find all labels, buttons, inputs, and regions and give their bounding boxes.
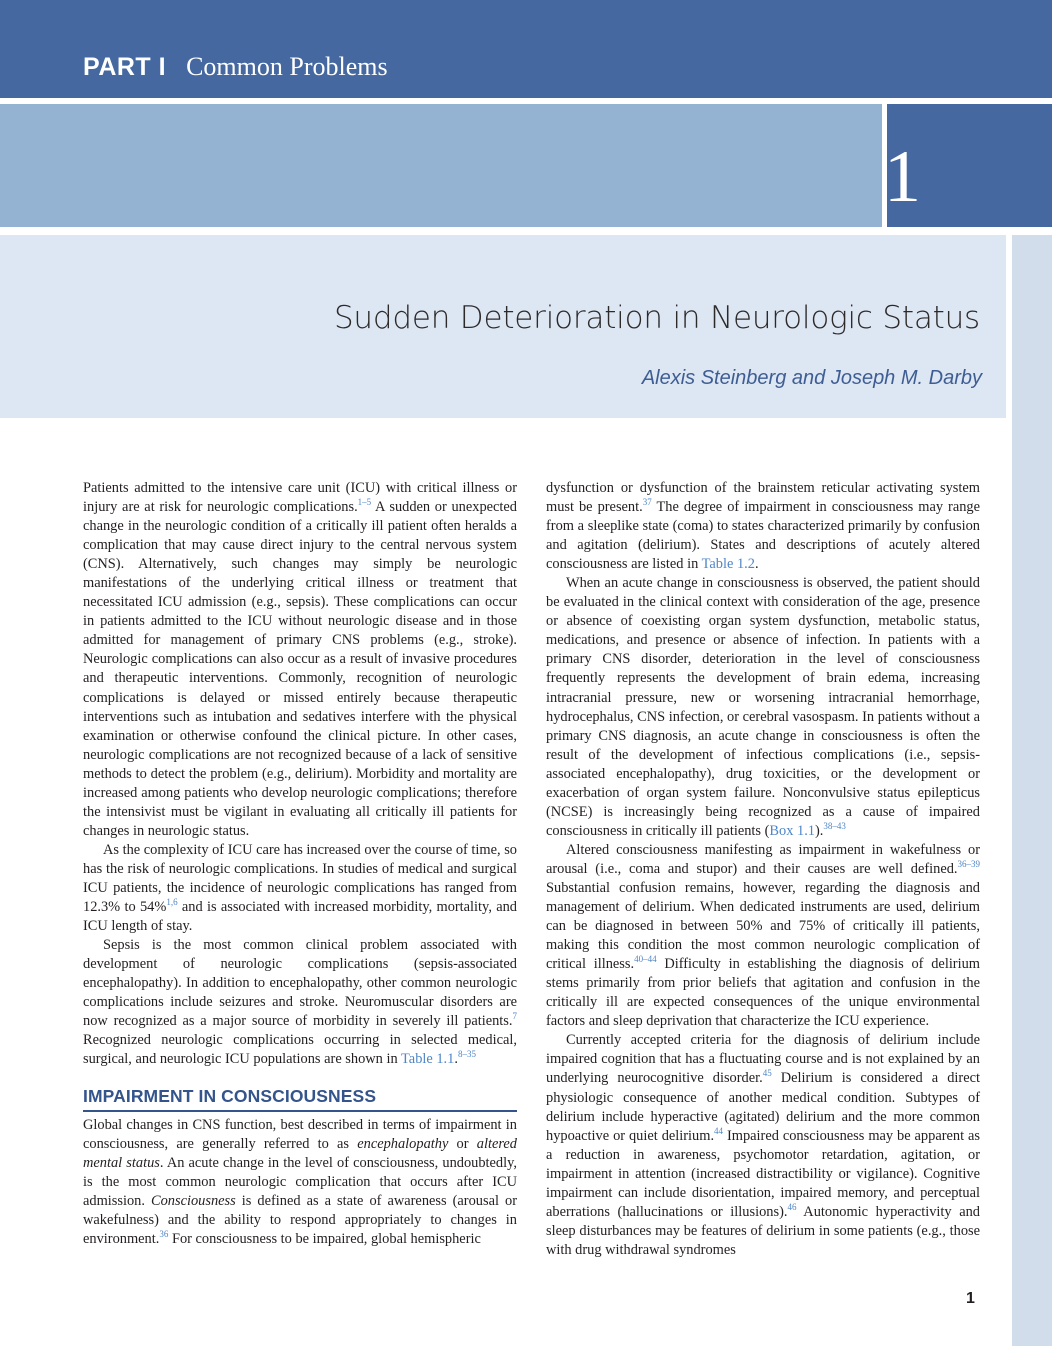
italic-term: Consciousness xyxy=(151,1192,236,1209)
cross-reference-link[interactable]: Table 1.1 xyxy=(401,1051,455,1068)
chapter-title: Sudden Deterioration in Neurologic Status xyxy=(333,300,980,336)
page-number: 1 xyxy=(966,1290,975,1307)
chapter-band xyxy=(0,104,882,227)
citation-reference[interactable]: 44 xyxy=(714,1125,724,1136)
citation-reference[interactable]: 1,6 xyxy=(166,897,178,908)
paragraph: dysfunction or dysfunction of the brainstem reticular activating system must be present.$^{37}$ The degree of impairment in consciousness may range from a sleeplike state (coma) to states characterized primarily by confusion and agitation (delirium). States and descriptions of acutely altered consciousness are listed in Table 1.2. xyxy=(546,480,981,573)
italic-term: altered mental status xyxy=(83,1135,517,1171)
part-header xyxy=(83,52,388,82)
chapter-authors: Alexis Steinberg and Joseph M. Darby xyxy=(641,367,982,389)
citation-reference[interactable]: 8–35 xyxy=(457,1049,476,1060)
citation-reference[interactable]: 36 xyxy=(159,1228,169,1239)
paragraph: Altered consciousness manifesting as impairment in wakefulness or arousal (i.e., coma and stupor) and their causes are well defined.$^{36-39}$ Substantial confusion remains, however, regarding the diagnosis and management of delirium. When dedicated instruments are used, delirium can be diagnosed in between 50% and 75% of critically ill patients, making this condition the most common neurologic complication of critical illness.$^{40-44}$ Difficulty in establishing the diagnosis of delirium stems primarily from prior beliefs that agitation and confusion in the critically ill are expected consequences of the unique environmental factors and sleep deprivation that characterize the ICU experience. xyxy=(546,841,980,1030)
cross-reference-link[interactable]: Box 1.1 xyxy=(769,822,815,839)
cross-reference-link[interactable]: Table 1.2 xyxy=(701,556,755,573)
chapter-number: 1 xyxy=(884,136,921,218)
part-header-band xyxy=(0,0,1052,98)
part-title: Common Problems xyxy=(186,52,388,81)
citation-reference[interactable]: 1–5 xyxy=(357,497,372,508)
citation-reference[interactable]: 46 xyxy=(787,1201,797,1212)
paragraph: Global changes in CNS function, best described in terms of impairment in consciousness, are generally referred to as encephalopathy or altered mental status. An acute change in the level of consciousness, undoubtedly, is the most common neurologic complication that occurs after ICU admission. Consciousness is defined as a state of awareness (arousal or wakefulness) and the ability to respond appropriately to changes in environment.$^{36}$ For consciousness to be impaired, global hemispheric xyxy=(83,1116,517,1247)
citation-reference[interactable]: 37 xyxy=(642,497,652,508)
paragraph: Sepsis is the most common clinical problem associated with development of neurologic complications (sepsis-associated encephalopathy). In addition to encephalopathy, other common neurologic complications include seizures and stroke. Neuromuscular disorders are now recognized as a major source of morbidity in severely ill patients.$^7$ Recognized neurologic complications occurring in selected medical, surgical, and neurologic ICU populations are shown in Table 1.1.$^{8-35}$ xyxy=(83,937,517,1068)
paragraph: Patients admitted to the intensive care unit (ICU) with critical illness or injury are at risk for neurologic complications.$^{1-5}$ A sudden or unexpected change in the neurologic condition of a critically ill patient often heralds a complication that may cause direct injury to the central nervous system (CNS). Alternatively, such changes may simply be neurologic manifestations of the underlying critical illness or treatment that necessitated ICU admission (e.g., sepsis). These complications can occur in patients admitted to the ICU without neurologic disease and in those admitted for management of primary CNS problems (e.g., stroke). Neurologic complications can also occur as a result of invasive procedures and therapeutic interventions. Commonly, recognition of neurologic complications is delayed or missed entirely because therapeutic interventions such as intubation and sedatives interfere with the physical examination or otherwise confound the clinical picture. In other cases, neurologic complications are not recognized because of a lack of sensitive methods to detect the problem (e.g., delirium). Morbidity and mortality are increased among patients who develop neurologic complications; therefore the intensivist must be vigilant in evaluating all critically ill patients for changes in neurologic status. xyxy=(83,480,517,839)
citation-reference[interactable]: 36–39 xyxy=(957,859,980,870)
paragraph: Currently accepted criteria for the diagnosis of delirium include impaired cognition that has a fluctuating course and is not explained by an underlying neurocognitive disorder.$^{45}$ Delirium is considered a direct physiologic consequence of another medical condition. Subtypes of delirium include hyperactive (agitated) delirium and the more common hypoactive or quiet delirium.$^{44}$ Impaired consciousness may be apparent as a reduction in awareness, psychomotor retardation, agitation, or impairment in attention (increased distractibility or vigilance). Cognitive impairment can include disorientation, impaired memory, and perceptual aberrations (hallucinations or illusions).$^{46}$ Autonomic hyperactivity and sleep disturbances may be features of delirium in some patients (e.g., those with drug withdrawal syndromes xyxy=(546,1032,981,1258)
page-side-strip xyxy=(1012,235,1052,1346)
part-label: PART I xyxy=(83,53,167,81)
citation-reference[interactable]: 40–44 xyxy=(634,954,657,965)
right-column xyxy=(546,479,980,1260)
citation-reference[interactable]: 38–43 xyxy=(823,821,846,832)
left-column xyxy=(83,479,517,1249)
citation-reference[interactable]: 45 xyxy=(762,1068,772,1079)
section-heading: IMPAIRMENT IN CONSCIOUSNESS xyxy=(83,1087,517,1111)
citation-reference[interactable]: 7 xyxy=(512,1011,517,1022)
paragraph: As the complexity of ICU care has increased over the course of time, so has the risk of neurologic complications. In studies of medical and surgical ICU patients, the incidence of neurologic complications has ranged from 12.3% to 54%$^{1,6}$ and is associated with increased morbidity, mortality, and ICU length of stay. xyxy=(83,841,517,935)
italic-term: encephalopathy xyxy=(357,1135,449,1152)
paragraph: When an acute change in consciousness is observed, the patient should be evaluated in the clinical context with consideration of the age, presence or absence of coexisting organ system dysfunction, metabolic status, medications, and presence or absence of infection. In patients with a primary CNS disorder, deterioration in the level of consciousness frequently represents the development of brain edema, increasing intracranial pressure, new or worsening intracranial hemorrhage, hydrocephalus, CNS infection, or cerebral vasospasm. In patients without a primary CNS diagnosis, an acute change in consciousness is often the result of the development of infectious complications (i.e., sepsis-associated encephalopathy), drug toxicities, or the development or exacerbation of organ system failure. Nonconvulsive status epilepticus (NCSE) is increasingly being recognized as a cause of impaired consciousness in critically ill patients (Box 1.1).$^{38-43}$ xyxy=(546,575,981,839)
